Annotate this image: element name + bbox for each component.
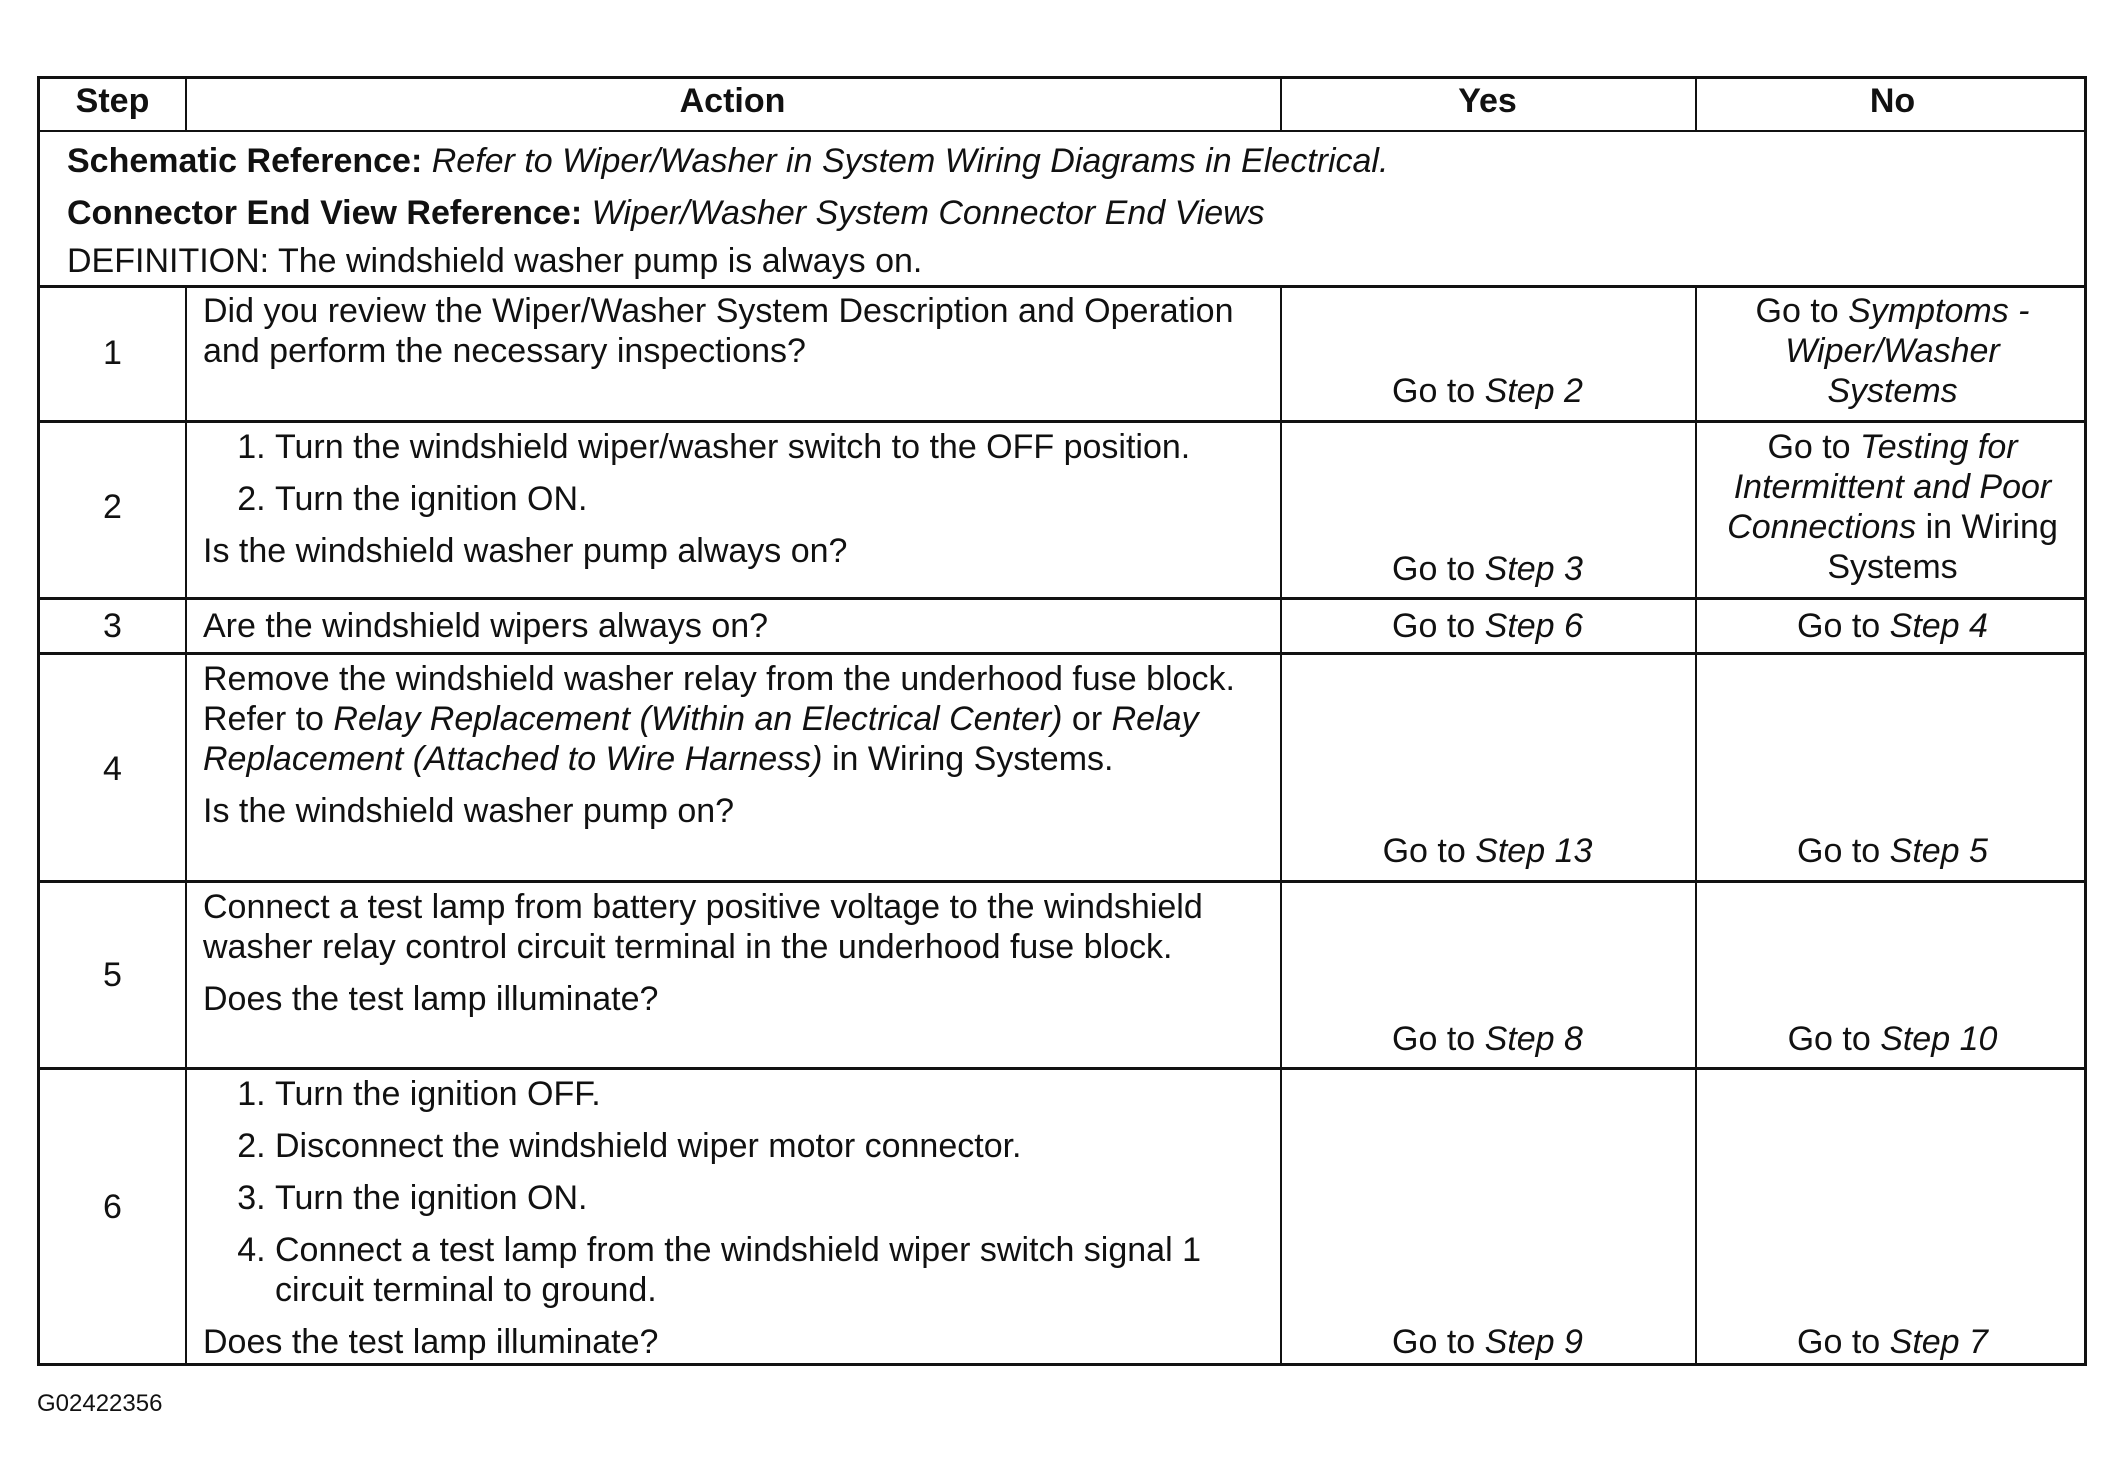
step-link[interactable]: Step 3	[1484, 550, 1583, 588]
action-block	[203, 659, 1263, 831]
step-link[interactable]: Step 4	[1889, 607, 1988, 645]
action-text: Did you review the Wiper/Washer System Description and Operation and perform the necessary inspections?	[203, 292, 1234, 370]
no-result: Go to Step 7	[1797, 1323, 1988, 1361]
list-item: 3. Turn the ignition ON.	[275, 1178, 1273, 1218]
connector-reference	[67, 187, 2067, 239]
no-result: Go to Step 5	[1797, 832, 1988, 870]
header-yes: Yes	[1458, 82, 1517, 120]
definition-text: DEFINITION: The windshield washer pump is always on.	[67, 242, 923, 280]
no-result: Go to Step 4	[1797, 607, 1988, 645]
step-number: 2	[103, 488, 122, 526]
step-number: 6	[103, 1188, 122, 1226]
intro-block	[67, 135, 2067, 283]
action-text: Remove the windshield washer relay from the underhood fuse block. Refer to Relay Replacement (Within an Electrical Center) or Relay Replacement (Attached to Wire Harness) in Wiring Systems.	[203, 660, 1235, 778]
action-block	[203, 887, 1263, 1019]
list-item: 2. Disconnect the windshield wiper motor connector.	[275, 1126, 1273, 1166]
yes-result: Go to Step 8	[1392, 1020, 1583, 1058]
no-result: Go to Symptoms - Wiper/Washer Systems	[1755, 292, 2030, 410]
header-action: Action	[679, 82, 786, 120]
action-block	[203, 427, 1273, 571]
yes-result: Go to Step 6	[1392, 607, 1583, 645]
step-number: 4	[103, 750, 122, 788]
no-result: Go to Step 10	[1787, 1020, 1998, 1058]
connector-label: Connector End View Reference:	[67, 194, 583, 232]
step-link[interactable]: Step 7	[1889, 1323, 1988, 1361]
step-link[interactable]: Step 6	[1484, 607, 1583, 645]
figure-code: G02422356	[37, 1390, 163, 1417]
schematic-reference	[67, 135, 2067, 187]
yes-result: Go to Step 2	[1392, 372, 1583, 410]
row-divider	[40, 130, 2084, 132]
action-question: Does the test lamp illuminate?	[203, 1323, 659, 1361]
action-block	[203, 1074, 1273, 1362]
yes-result: Go to Step 13	[1382, 832, 1593, 870]
row-divider	[40, 420, 2084, 423]
step-number: 3	[103, 607, 122, 645]
row-divider	[40, 285, 2084, 288]
action-question: Is the windshield washer pump on?	[203, 792, 735, 830]
schematic-label: Schematic Reference:	[67, 142, 423, 180]
symptoms-link[interactable]: Symptoms - Wiper/Washer Systems	[1785, 292, 2030, 410]
list-item: 1. Turn the windshield wiper/washer switch to the OFF position.	[275, 427, 1273, 467]
row-divider	[40, 1067, 2084, 1070]
header-step: Step	[75, 82, 150, 120]
step-link[interactable]: Step 9	[1484, 1323, 1583, 1361]
step-number: 1	[103, 334, 122, 372]
action-list	[203, 1074, 1273, 1310]
yes-result: Go to Step 3	[1392, 550, 1583, 588]
header-no: No	[1869, 82, 1916, 120]
step-link[interactable]: Step 2	[1484, 372, 1583, 410]
relay-replacement-link[interactable]: Relay Replacement (Within an Electrical Center)	[333, 700, 1063, 738]
row-divider	[40, 880, 2084, 883]
step-link[interactable]: Step 10	[1880, 1020, 1998, 1058]
step-link[interactable]: Step 5	[1889, 832, 1988, 870]
action-question: Does the test lamp illuminate?	[203, 980, 659, 1018]
step-link[interactable]: Step 13	[1475, 832, 1593, 870]
diagnostic-table	[37, 76, 2087, 1366]
connector-link[interactable]: Wiper/Washer System Connector End Views	[591, 194, 1265, 232]
list-item: 1. Turn the ignition OFF.	[275, 1074, 1273, 1114]
schematic-link[interactable]: Refer to Wiper/Washer in System Wiring Diagrams in Electrical.	[431, 142, 1389, 180]
list-item: 2. Turn the ignition ON.	[275, 479, 1273, 519]
testing-link[interactable]: Testing for Intermittent and Poor Connections	[1727, 428, 2052, 546]
action-text: Are the windshield wipers always on?	[203, 607, 769, 645]
list-item: 4. Connect a test lamp from the windshield wiper switch signal 1 circuit terminal to ground.	[275, 1230, 1273, 1310]
relay-replacement-link[interactable]: Relay Replacement (Attached to Wire Harness)	[203, 700, 1199, 778]
row-divider	[40, 597, 2084, 600]
yes-result: Go to Step 9	[1392, 1323, 1583, 1361]
action-list	[203, 427, 1273, 519]
no-result: Go to Testing for Intermittent and Poor Connections in Wiring Systems	[1727, 428, 2058, 586]
row-divider	[40, 652, 2084, 655]
action-text: Connect a test lamp from battery positive voltage to the windshield washer relay control circuit terminal in the underhood fuse block.	[203, 888, 1203, 966]
action-question: Is the windshield washer pump always on?	[203, 532, 848, 570]
step-number: 5	[103, 956, 122, 994]
step-link[interactable]: Step 8	[1484, 1020, 1583, 1058]
